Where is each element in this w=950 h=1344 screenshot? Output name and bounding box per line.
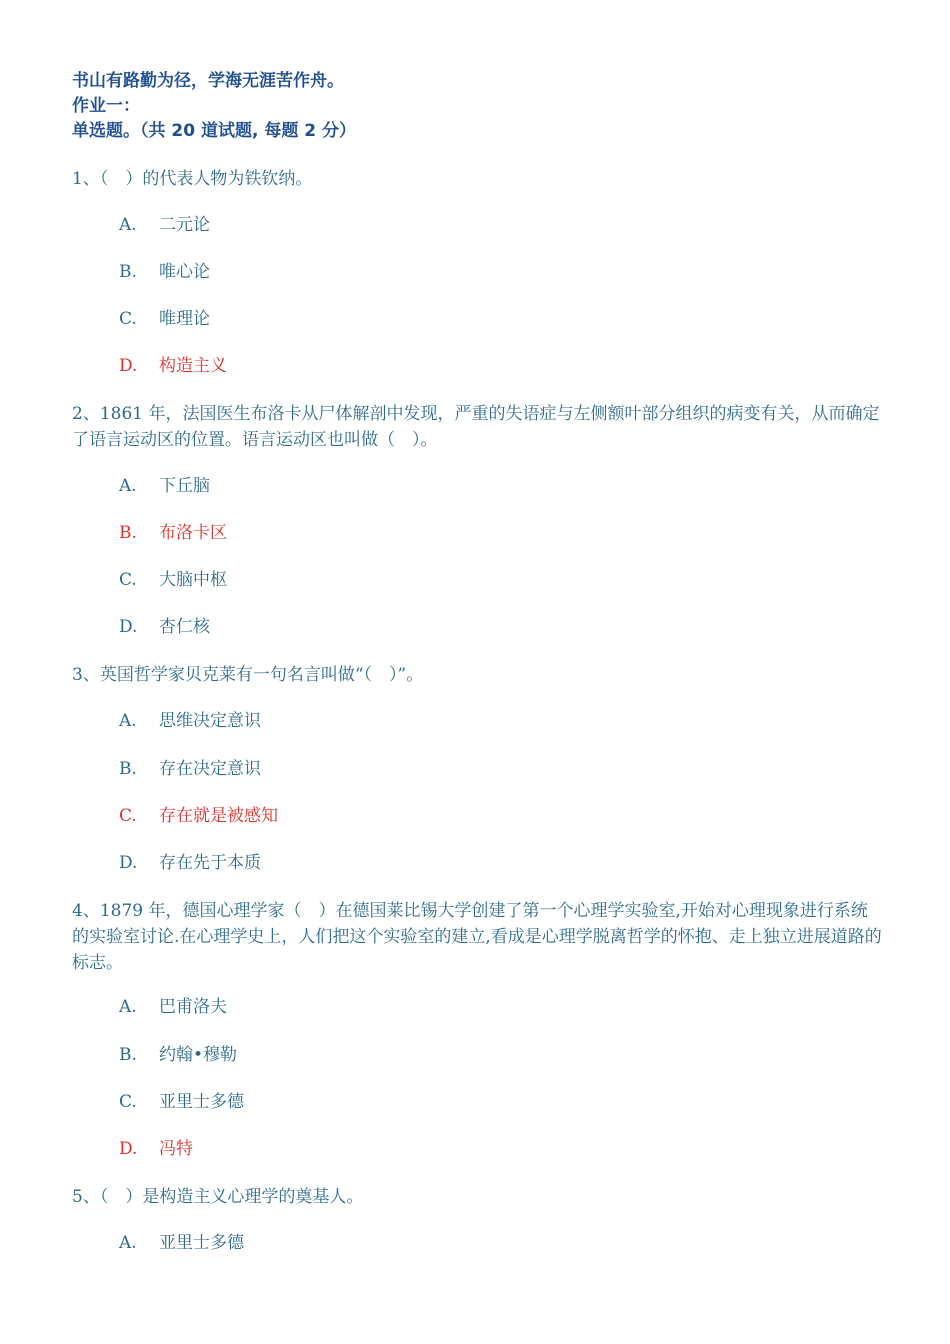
option-3d: D. 存在先于本质 bbox=[119, 853, 261, 873]
option-4a: A. 巴甫洛夫 bbox=[119, 997, 227, 1017]
question-3: 3、英国哲学家贝克莱有一句名言叫做“（ ）”。 bbox=[72, 665, 424, 685]
question-5: 5、（ ）是构造主义心理学的奠基人。 bbox=[72, 1187, 364, 1207]
option-3c: C. 存在就是被感知 bbox=[119, 806, 278, 826]
option-1a: A. 二元论 bbox=[119, 215, 210, 235]
question-1: 1、（ ）的代表人物为铁钦纳。 bbox=[72, 169, 313, 189]
question-4: 4、1879 年，德国心理学家（ ）在德国莱比锡大学创建了第一个心理学实验室,开始对心理现象进行系统的实验室讨论.在心理学史上，人们把这个实验室的建立,看成是心理学脱离哲学的怀抱、走上独立进展道路的标志。 bbox=[72, 901, 882, 973]
option-3a: A. 思维决定意识 bbox=[119, 711, 261, 731]
option-2a: A. 下丘脑 bbox=[119, 476, 210, 496]
option-1b: B. 唯心论 bbox=[119, 262, 210, 282]
section-title: 单选题。（共 20 道试题, 每题 2 分） bbox=[72, 121, 357, 141]
option-1d: D. 构造主义 bbox=[119, 356, 227, 376]
option-2c: C. 大脑中枢 bbox=[119, 570, 227, 590]
option-4c: C. 亚里士多德 bbox=[119, 1092, 244, 1112]
option-2d: D. 杏仁核 bbox=[119, 617, 210, 637]
question-2: 2、1861 年，法国医生布洛卡从尸体解剖中发现，严重的失语症与左侧额叶部分组织的病变有关，从而确定了语言运动区的位置。语言运动区也叫做（ ）。 bbox=[72, 404, 880, 450]
assignment-title: 作业一： bbox=[72, 96, 140, 116]
option-5a: A. 亚里士多德 bbox=[119, 1233, 244, 1253]
option-4d: D. 冯特 bbox=[119, 1139, 193, 1159]
option-2b: B. 布洛卡区 bbox=[119, 523, 227, 543]
option-3b: B. 存在决定意识 bbox=[119, 759, 261, 779]
motto: 书山有路勤为径，学海无涯苦作舟。 bbox=[72, 71, 344, 91]
option-4b: B. 约翰•穆勒 bbox=[119, 1045, 238, 1065]
option-1c: C. 唯理论 bbox=[119, 309, 210, 329]
